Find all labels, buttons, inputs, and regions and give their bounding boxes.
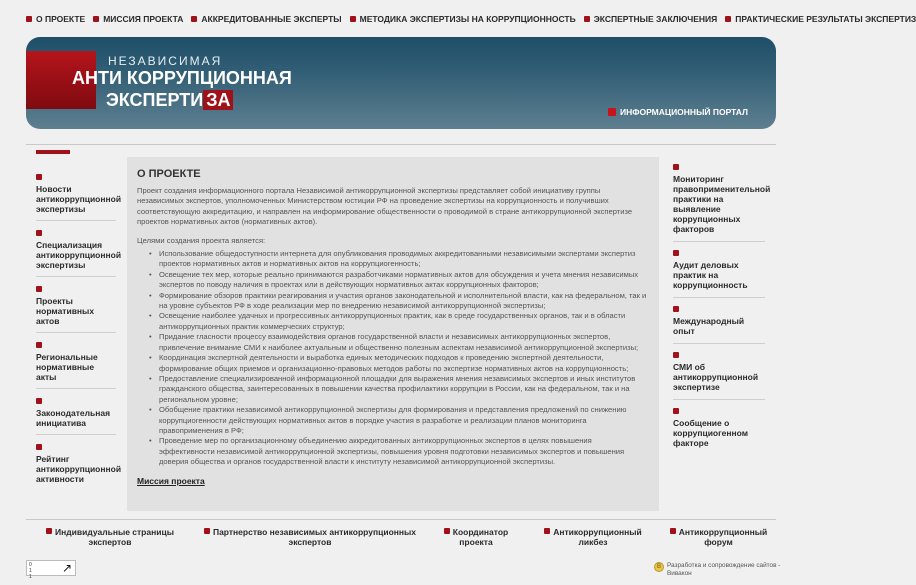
- list-item: • Предоставление специализированной информационной площадки для выражения мнения независимых экспертов и иных институтов гражданского общества, заинтересованных в повышении качества профилактики коррупции в России, как на федеральном, так и на региональном уровне;: [137, 374, 649, 405]
- left-sidebar-item-legislative[interactable]: Законодательная инициатива: [36, 398, 116, 428]
- header-divider: [26, 144, 776, 145]
- bullet-icon: [204, 528, 210, 534]
- bullet-icon: [46, 528, 52, 534]
- portal-label: ИНФОРМАЦИОННЫЙ ПОРТАЛ: [608, 107, 748, 117]
- list-item: • Освещение тех мер, которые реально принимаются разработчиками нормативных актов для обсуждения и учета мнения независимых экспертов по поводу наличия в проектах или в действующих нормативных актах коррупционных факторов;: [137, 270, 649, 291]
- sidebar-separator: [36, 332, 116, 333]
- list-item: • Проведение мер по организационному объединению аккредитованных антикоррупционных экспертов в целях повышения эффективности независимой антикоррупционной экспертизы, повышения уровня подготовки независимых экспертов и повышения доверия общества и органов государственной власти к институту независимой антикоррупционной экспертизы.: [137, 436, 649, 467]
- bullet-icon: [584, 16, 590, 22]
- sidebar-accent-bar: [36, 150, 70, 154]
- top-nav-item-about[interactable]: О ПРОЕКТЕ: [26, 14, 85, 24]
- right-sidebar-item-audit[interactable]: Аудит деловых практик на коррупционность: [673, 250, 765, 290]
- bottom-nav-item-likbez[interactable]: Антикоррупционный ликбез: [538, 527, 648, 547]
- right-sidebar-item-report[interactable]: Сообщение о коррупциогенном факторе: [673, 408, 765, 448]
- bullet-icon: [36, 398, 42, 404]
- bullet-icon: [36, 342, 42, 348]
- bullet-icon: [350, 16, 356, 22]
- left-sidebar-item-rating[interactable]: Рейтинг антикоррупционной активности: [36, 444, 116, 484]
- bullet-icon: [670, 528, 676, 534]
- list-item: • Придание гласности процессу взаимодействия органов государственной власти и независимых антикоррупционных экспертов, привлечение внимание СМИ к наиболее актуальным и общественно полезным аспектам независимой антикоррупционной экспертизы;: [137, 332, 649, 353]
- logo-line-1: НЕЗАВИСИМАЯ: [108, 54, 223, 68]
- top-navigation: [26, 12, 916, 26]
- bullet-icon: [725, 16, 731, 22]
- bottom-nav-item-expert-pages[interactable]: Индивидуальные страницы экспертов: [40, 527, 180, 547]
- bottom-navigation: [36, 527, 776, 551]
- left-sidebar-item-news[interactable]: Новости антикоррупционной экспертизы: [36, 174, 116, 214]
- left-sidebar-item-specialization[interactable]: Специализация антикоррупционной экспертизы: [36, 230, 116, 270]
- right-sidebar-item-monitoring[interactable]: Мониторинг правоприменительной практики на выявление коррупционных факторов: [673, 164, 765, 234]
- sidebar-separator: [36, 276, 116, 277]
- right-sidebar-item-international[interactable]: Международный опыт: [673, 306, 765, 336]
- sidebar-separator: [673, 399, 765, 400]
- bullet-icon: [673, 352, 679, 358]
- bullet-icon: [191, 16, 197, 22]
- sidebar-separator: [673, 241, 765, 242]
- developer-credit[interactable]: [654, 562, 782, 578]
- bullet-icon: [673, 408, 679, 414]
- main-content: [127, 157, 659, 511]
- sidebar-separator: [673, 343, 765, 344]
- logo-line-2: АНТИ КОРРУПЦИОННАЯ: [72, 68, 292, 88]
- list-item: • Освещение наиболее удачных и прогрессивных антикоррупционных практик, как в среде государственных органов, так и в области антикоррупционных практик коммерческих структур;: [137, 311, 649, 332]
- top-nav-item-conclusions[interactable]: ЭКСПЕРТНЫЕ ЗАКЛЮЧЕНИЯ: [584, 14, 718, 24]
- developer-text: Разработка и сопровождение сайтов - Вивакон: [667, 562, 781, 577]
- bottom-nav-item-forum[interactable]: Антикоррупционный форум: [666, 527, 771, 547]
- bottom-nav-item-coordinator[interactable]: Координатор проекта: [436, 527, 516, 547]
- sidebar-separator: [673, 297, 765, 298]
- header-banner: [26, 37, 776, 129]
- bullet-icon: [544, 528, 550, 534]
- bullet-icon: [673, 250, 679, 256]
- list-item: • Использование общедоступности интернета для опубликования проводимых аккредитованными независимыми экспертами экспертиз проектов нормативных актов и нормативных актов на коррупциогенность;: [137, 249, 649, 270]
- left-sidebar-item-draft-acts[interactable]: Проекты нормативных актов: [36, 286, 116, 326]
- visit-counter[interactable]: [26, 560, 76, 580]
- left-sidebar: [36, 150, 122, 484]
- bullet-icon: [673, 306, 679, 312]
- top-nav-item-experts[interactable]: АККРЕДИТОВАННЫЕ ЭКСПЕРТЫ: [191, 14, 341, 24]
- bullet-icon: [36, 286, 42, 292]
- footer-divider: [26, 519, 776, 520]
- bullet-icon: [608, 108, 616, 116]
- sidebar-separator: [36, 434, 116, 435]
- sidebar-separator: [36, 220, 116, 221]
- logo-line-3: ЭКСПЕРТИ ЗА: [106, 90, 233, 111]
- right-sidebar: [673, 164, 771, 448]
- bullet-icon: [444, 528, 450, 534]
- list-item: • Формирование обзоров практики реагирования и участия органов законодательной и исполнительной власти, как на федеральном, так и на уровне субъектов РФ в ходе реализации мер по внедрению независимой антикоррупционной экспертизы;: [137, 291, 649, 312]
- page-title: О ПРОЕКТЕ: [137, 168, 201, 180]
- top-nav-item-methodology[interactable]: МЕТОДИКА ЭКСПЕРТИЗЫ НА КОРРУПЦИОННОСТЬ: [350, 14, 576, 24]
- bullet-icon: [36, 230, 42, 236]
- top-nav-item-results[interactable]: ПРАКТИЧЕСКИЕ РЕЗУЛЬТАТЫ ЭКСПЕРТИЗ: [725, 14, 916, 24]
- top-nav-item-mission[interactable]: МИССИЯ ПРОЕКТА: [93, 14, 183, 24]
- left-sidebar-item-regional-acts[interactable]: Региональные нормативные акты: [36, 342, 116, 382]
- bullet-icon: [673, 164, 679, 170]
- goals-list: [137, 249, 649, 468]
- list-item: • Координация экспертной деятельности и выработка единых методических подходов к проведению экспертной деятельности, формирование общих приемов и организационно-правовых методов работы по экспертизе нормативных актов на коррупционность;: [137, 353, 649, 374]
- bullet-icon: [93, 16, 99, 22]
- bullet-icon: [26, 16, 32, 22]
- bullet-icon: [36, 174, 42, 180]
- bottom-nav-item-partnership[interactable]: Партнерство независимых антикоррупционных экспертов: [200, 527, 420, 547]
- list-item: • Обобщение практики независимой антикоррупционной экспертизы для формирования и представления предложений по снижению коррупциогенности действующих нормативных актов в порядке участия в разработке и реализации планов мониторинга правоприменения в РФ;: [137, 405, 649, 436]
- sidebar-separator: [36, 388, 116, 389]
- mission-link[interactable]: Миссия проекта: [137, 475, 205, 486]
- goals-heading: Целями создания проекта является:: [137, 235, 266, 245]
- developer-logo-icon: В: [654, 562, 664, 572]
- arrow-up-right-icon: ↗: [61, 561, 72, 575]
- bullet-icon: [36, 444, 42, 450]
- counter-text: 0 1 1: [29, 562, 32, 580]
- intro-paragraph: Проект создания информационного портала Независимой антикоррупционной экспертизы представляет собой инициативу группы независимых экспертов, уполномоченных Министерством юстиции РФ на проведение экспертизы на коррупционность и получивших соответствующую аккредитацию, и направлен на информирование общественности о проводимой в стране антикоррупционной экспертизе проектов нормативных актов (нормативных актов).: [137, 186, 633, 227]
- right-sidebar-item-media[interactable]: СМИ об антикоррупционной экспертизе: [673, 352, 765, 392]
